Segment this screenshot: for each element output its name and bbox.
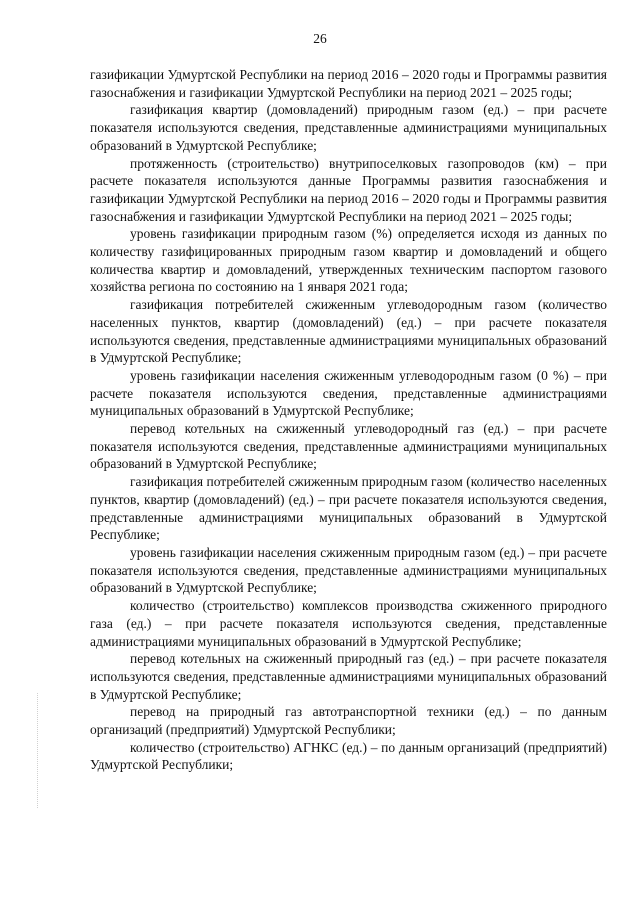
paragraph-11: перевод котельных на сжиженный природный газ (ед.) – при расчете показателя используются сведения, представленные администрациями муниципальных образований в Удмуртской Республике; <box>90 651 607 702</box>
paragraph-3: протяженность (строительство) внутрипоселковых газопроводов (км) – при расчете показателя используются данные Программы развития газоснабжения и газификации Удмуртской Республики на период 2016 – 2020 годы и Программы развития газоснабжения и газификации Удмуртской Республики на период 2021 – 2025 годы; <box>90 155 607 224</box>
paragraph-4: уровень газификации природным газом (%) определяется исходя из данных по количеству газифицированных природным газом квартир и домовладений и общего количества квартир и домовладений, утвержденных техническим паспортом газового хозяйства региона по состоянию на 1 января 2021 года; <box>90 226 607 295</box>
paragraph-13: количество (строительство) АГНКС (ед.) – по данным организаций (предприятий) Удмуртской Республики; <box>90 739 607 773</box>
page-number: 26 <box>313 31 327 46</box>
paragraph-8: газификация потребителей сжиженным природным газом (количество населенных пунктов, квартир (домовладений) (ед.) – при расчете показателя используются сведения, представленные администрациями муниципальных образований в Удмуртской Республике; <box>90 474 607 543</box>
paragraph-10: количество (строительство) комплексов производства сжиженного природного газа (ед.) – при расчете показателя используются сведения, представленные администрациями муниципальных образований в Удмуртской Республике; <box>90 598 607 649</box>
paragraph-12: перевод на природный газ автотранспортной техники (ед.) – по данным организаций (предприятий) Удмуртской Республики; <box>90 704 607 738</box>
document-body <box>90 66 607 774</box>
scan-margin-mark <box>37 693 39 808</box>
paragraph-9: уровень газификации населения сжиженным природным газом (ед.) – при расчете показателя используются сведения, представленные администрациями муниципальных образований в Удмуртской Республике; <box>90 544 607 596</box>
paragraph-5: газификация потребителей сжиженным углеводородным газом (количество населенных пунктов, квартир (домовладений) (ед.) – при расчете показателя используются сведения, представленные администрациями муниципальных образований в Удмуртской Республике; <box>90 297 607 366</box>
paragraph-6: уровень газификации населения сжиженным углеводородным газом (0 %) – при расчете показателя используются сведения, представленные администрациями муниципальных образований в Удмуртской Республике; <box>90 367 607 419</box>
paragraph-7: перевод котельных на сжиженный углеводородный газ (ед.) – при расчете показателя используются сведения, представленные администрациями муниципальных образований в Удмуртской Республике; <box>90 421 607 472</box>
paragraph-1: газификации Удмуртской Республики на период 2016 – 2020 годы и Программы развития газоснабжения и газификации Удмуртской Республики на период 2021 – 2025 годы; <box>90 67 607 100</box>
paragraph-2: газификация квартир (домовладений) природным газом (ед.) – при расчете показателя используются сведения, представленные администрациями муниципальных образований в Удмуртской Республике; <box>90 102 607 153</box>
